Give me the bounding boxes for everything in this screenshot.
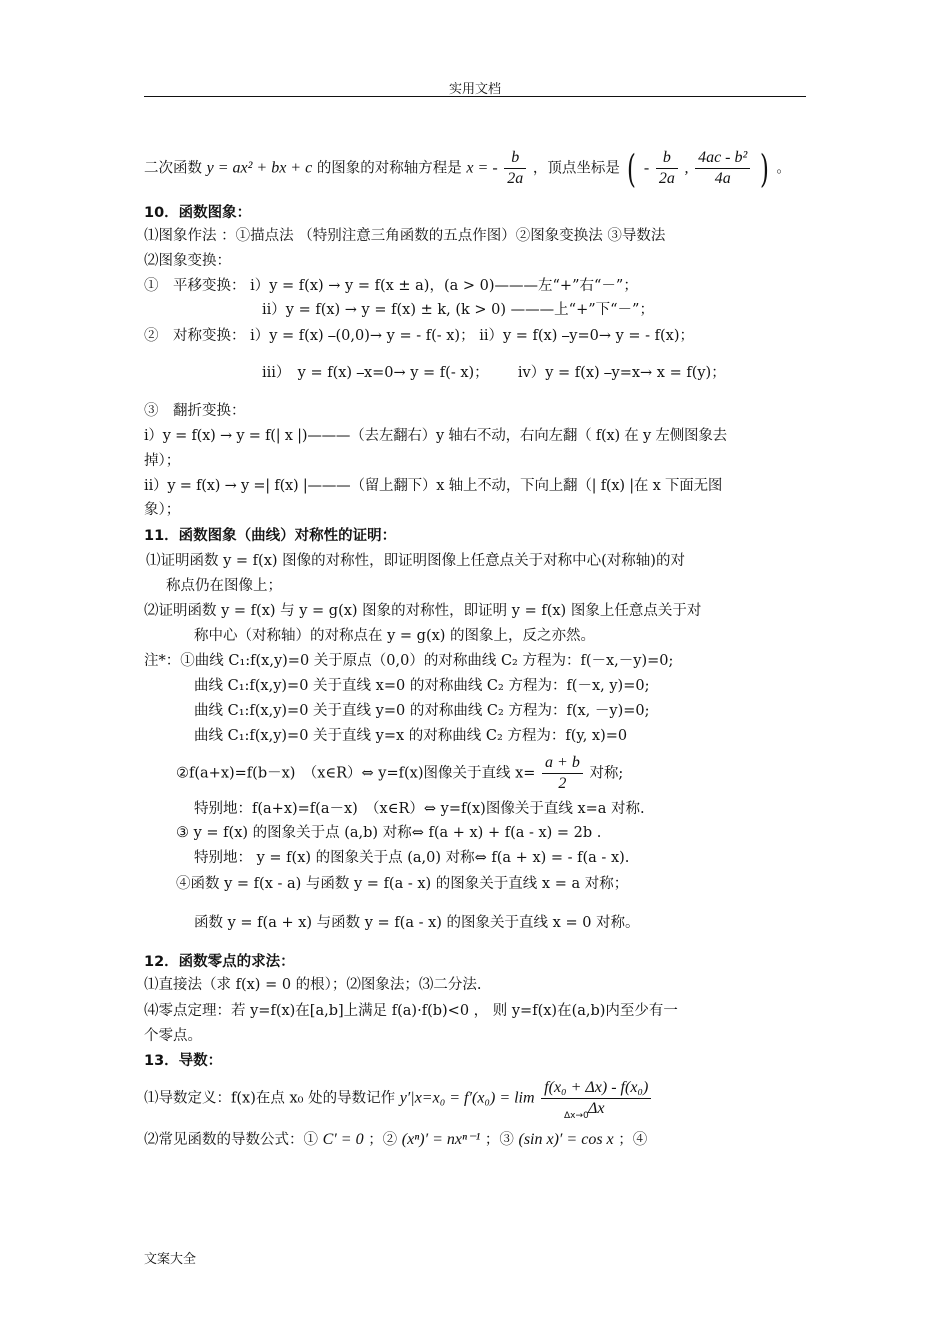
s10-sym-1 [144,326,814,346]
s10-shift-i [144,276,814,296]
s12-l1: ⑴直接法（求 f(x) = 0 的根）；⑵图象法；⑶二分法. [144,977,482,993]
quadratic-line [144,148,814,189]
sym-iii-text: ⅲ） y = f(x) ⎯x=0→ y = f(- x)； [262,365,489,381]
left-paren: ( [627,146,637,191]
s10-fold-ii-a: ⅱ）y = f(x) → y =| f(x) |———（留上翻下）x 轴上不动，下向上翻（| f(x) |在 x 下面无图 [144,478,723,494]
vertex-label: ，顶点坐标是 [532,160,620,177]
vertex-y-numerator: 4ac - b² [695,148,750,169]
def-derivative: y′|x=x₀ = f′(x₀) = lim [399,1089,535,1107]
s11-p1b: 称点仍在图像上； [166,578,282,594]
def-numerator: f(x₀ + Δx) - f(x₀) [541,1078,651,1099]
vertex-x-fraction [656,148,678,189]
shift-i-text: ⅰ）y = f(x) → y = f(x ± a)，(a > 0)———左“+”右“－”； [250,278,638,294]
s11-note-1: 注*：①曲线 C₁:f(x,y)=0 关于原点（0,0）的对称曲线 C₂ 方程为：f(－x,－y)=0; [144,653,674,669]
vertex-minus: - [643,159,650,177]
note-5-post: 对称; [589,765,624,782]
axis-fraction [504,148,526,189]
s11-p2b: 称中心（对称轴）的对称点在 y = g(x) 的图象上，反之亦然。 [194,628,596,644]
sep-3: ；③ [484,1132,514,1148]
vertex-x-numerator: b [656,148,678,169]
s10-transform-label: ⑵图象变换： [144,253,231,269]
formula-power: (xⁿ)′ = nxⁿ⁻¹ [401,1131,481,1148]
s10-methods: ⑴图象作法 ：①描点法 （特别注意三角函数的五点作图）②图象变换法 ③导数法 [144,228,666,244]
quad-equation: y = ax² + bx + c [206,159,313,177]
sep-4: ；④ [618,1132,648,1148]
note-5-numerator: a + b [542,753,583,774]
sym-label: ② 对称变换： [144,328,246,344]
sym-iv-text: ⅳ）y = f(x) ⎯y=x→ x = f(y)； [517,365,726,381]
vertex-comma: , [684,159,689,177]
s11-note-6: 特别地：f(a+x)=f(a－x) （x∈R）⇔ y=f(x)图像关于直线 x=a 对称. [194,801,645,817]
quad-prefix: 二次函数 [144,160,202,177]
section-13-title: 13．导数： [144,1053,223,1069]
note-5-denominator: 2 [558,775,567,792]
def-pre: ⑴导数定义：f(x)在点 x₀ 处的导数记作 [144,1090,396,1107]
quad-mid: 的图象的对称轴方程是 [316,160,462,177]
shift-label: ① 平移变换： [144,278,246,294]
s10-fold-i-b: 掉）； [144,453,181,469]
s11-p2a: ⑵证明函数 y = f(x) 与 y = g(x) 图象的对称性，即证明 y = f(x) 图象上任意点关于对 [144,603,702,619]
s10-sym-2 [262,363,932,383]
s11-note-3: 曲线 C₁:f(x,y)=0 关于直线 y=0 的对称曲线 C₂ 方程为：f(x, －y)=0; [194,703,650,719]
s11-note-8: 特别地： y = f(x) 的图象关于点 (a,0) 对称⇔ f(a + x) = - f(a - x). [194,850,630,866]
vertex-y-denominator: 4a [714,170,731,187]
formula-constant: C′ = 0 [322,1131,364,1148]
page-footer: 文案大全 [144,1252,197,1267]
s11-note-9: ④函数 y = f(x - a) 与函数 y = f(a - x) 的图象关于直线 x = a 对称； [176,876,629,892]
common-pre: ⑵常见函数的导数公式：① [144,1132,318,1148]
def-limit-subscript: Δx→0 [564,1111,589,1121]
axis-denominator: 2a [507,170,524,187]
def-fraction [541,1078,651,1119]
section-12-title: 12．函数零点的求法： [144,954,295,970]
axis-lhs: x = - [466,159,498,177]
right-paren: ) [759,146,769,191]
s13-definition [144,1078,814,1119]
s11-note-2: 曲线 C₁:f(x,y)=0 关于直线 x=0 的对称曲线 C₂ 方程为：f(－x, y)=0; [194,678,650,694]
s11-note-5 [176,753,846,794]
vertex-y-fraction [695,148,750,189]
s10-fold-label: ③ 翻折变换： [144,403,246,419]
sym-i-text: ⅰ）y = f(x) ⎯(0,0)→ y = - f(- x)； [250,328,475,344]
axis-numerator: b [504,148,526,169]
formula-sine: (sin x)′ = cos x [518,1131,614,1148]
quad-end: 。 [776,160,791,177]
header-rule [144,96,806,97]
page-header: 实用文档 [448,82,501,97]
section-10-title: 10．函数图象： [144,205,252,221]
s11-note-10: 函数 y = f(a + x) 与函数 y = f(a - x) 的图象关于直线 x = 0 对称。 [194,915,640,931]
section-11-title: 11．函数图象（曲线）对称性的证明： [144,528,397,544]
s12-l2: ⑷零点定理：若 y=f(x)在[a,b]上满足 f(a)·f(b)<0 ， 则 y=f(x)在(a,b)内至少有一 [144,1003,678,1019]
s13-common [144,1130,814,1150]
def-denominator: Δx [588,1100,605,1117]
sym-ii-text: ⅱ）y = f(x) ⎯y=0→ y = - f(x)； [479,328,695,344]
s11-note-7: ③ y = f(x) 的图象关于点 (a,b) 对称⇔ f(a + x) + f(a - x) = 2b . [176,825,602,841]
s10-fold-i-a: ⅰ）y = f(x) → y = f(| x |)———（去左翻右）y 轴右不动，右向左翻（ f(x) 在 y 左侧图象去 [144,428,727,444]
s10-shift-ii: ⅱ）y = f(x) → y = f(x) ± k, (k > 0) ———上“+”下“－”； [262,302,654,318]
note-5-fraction [542,753,583,794]
s11-p1a: ⑴证明函数 y = f(x) 图像的对称性，即证明图像上任意点关于对称中心(对称轴)的对 [146,553,685,569]
vertex-x-denominator: 2a [658,170,675,187]
sep-2: ；② [368,1132,398,1148]
note-5-pre: ②f(a+x)=f(b－x) （x∈R）⇔ y=f(x)图像关于直线 x= [176,765,536,782]
s10-fold-ii-b: 象）； [144,502,181,518]
s11-note-4: 曲线 C₁:f(x,y)=0 关于直线 y=x 的对称曲线 C₂ 方程为：f(y, x)=0 [194,728,628,744]
s12-l3: 个零点。 [144,1028,202,1044]
